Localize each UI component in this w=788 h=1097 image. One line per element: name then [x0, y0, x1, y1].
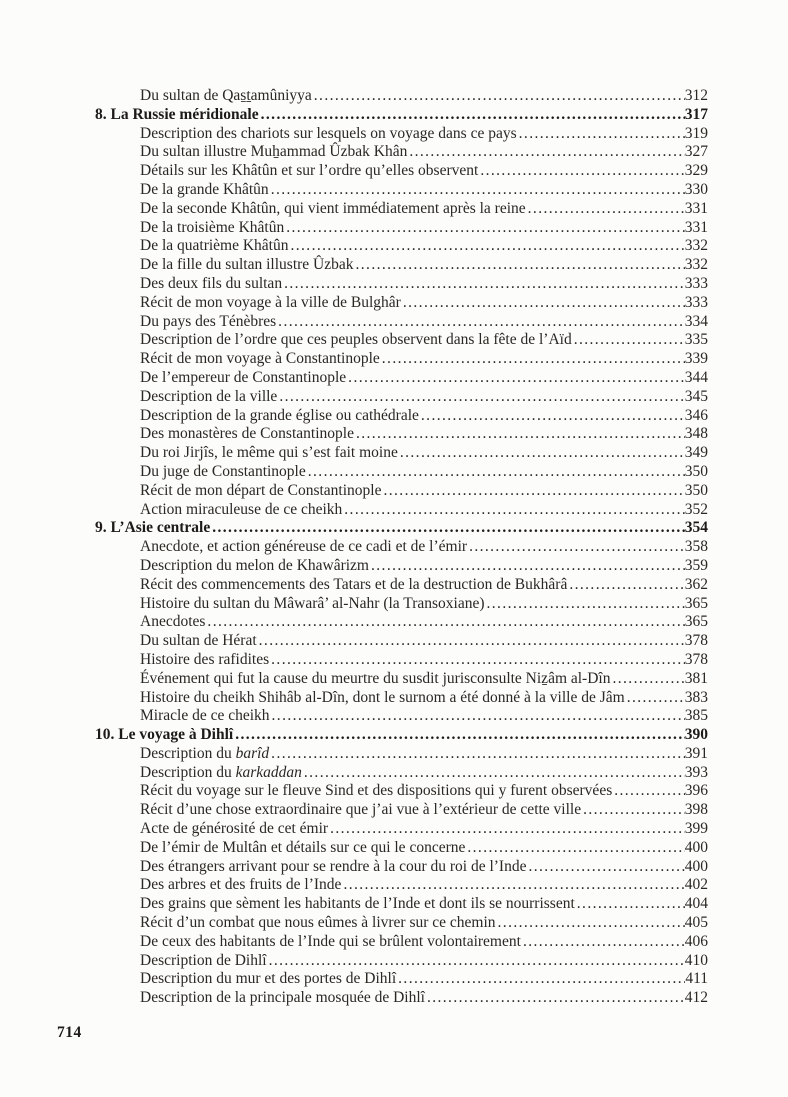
- toc-dot-leader: [467, 538, 685, 557]
- toc-entry-page: 391: [684, 744, 708, 762]
- toc-entry-label: [140, 858, 526, 877]
- toc-entry-label: [140, 407, 419, 426]
- toc-dot-leader: [478, 162, 684, 181]
- toc-entry-label: [95, 519, 210, 538]
- toc-entry-label: [140, 256, 354, 275]
- toc-dot-leader: [526, 858, 684, 877]
- toc-entry-italic-term: karkaddan: [235, 763, 302, 781]
- toc-entry-text: Récit d’une chose extraordinaire que j’ai vue à l’extérieur de cette ville: [140, 801, 582, 819]
- toc-sub-entry: [95, 876, 708, 895]
- toc-entry-page: 398: [684, 801, 708, 819]
- toc-entry-label: [140, 970, 396, 989]
- toc-dot-leader: [526, 200, 685, 219]
- toc-entry-text: De la fille du sultan illustre Ûzbak: [140, 256, 354, 274]
- toc-entry-text: Description de Dihlî: [140, 951, 267, 969]
- toc-entry-label: [140, 219, 284, 238]
- toc-entry-text: De la quatrième Khâtûn: [140, 237, 289, 255]
- toc-entry-page: 354: [684, 519, 708, 537]
- toc-entry-page: 406: [684, 932, 708, 950]
- toc-dot-leader: [269, 181, 685, 200]
- toc-entry-text: Récit du voyage sur le fleuve Sind et des dispositions qui y furent observées: [140, 782, 613, 800]
- toc-entry-page: 381: [684, 669, 708, 687]
- toc-entry-page: 332: [684, 237, 708, 255]
- toc-dot-leader: [210, 519, 685, 538]
- toc-entry-page: 399: [684, 820, 708, 838]
- toc-entry-label: [140, 313, 276, 332]
- toc-sub-entry: [95, 914, 708, 933]
- toc-chapter-entry: [95, 106, 708, 125]
- toc-entry-text: Récit d’un combat que nous eûmes à livrer sur ce chemin: [140, 914, 496, 932]
- toc-entry-label: [140, 331, 572, 350]
- toc-dot-leader: [233, 726, 685, 745]
- toc-entry-label: [140, 670, 610, 689]
- toc-entry-page: 390: [684, 726, 708, 744]
- toc-entry-text: De ceux des habitants de l’Inde qui se brûlent volontairement: [140, 932, 521, 950]
- toc-entry-text: Description du mur et des portes de Dihlî: [140, 970, 397, 988]
- toc-dot-leader: [425, 989, 685, 1008]
- toc-dot-leader: [625, 689, 685, 708]
- toc-entry-label: [140, 350, 380, 369]
- toc-dot-leader: [354, 425, 685, 444]
- toc-dot-leader: [381, 482, 684, 501]
- toc-entry-label: [140, 952, 267, 971]
- toc-dot-leader: [575, 895, 685, 914]
- toc-entry-text: Description du melon de Khawârizm: [140, 556, 369, 574]
- toc-sub-entry: [95, 801, 708, 820]
- toc-sub-entry: [95, 294, 708, 313]
- toc-entry-text: Du sultan de Hérat: [140, 632, 257, 650]
- toc-entry-label: [140, 933, 521, 952]
- toc-entry-text: De l’émir de Multân et détails sur ce qui le concerne: [140, 838, 466, 856]
- toc-entry-label: [140, 839, 465, 858]
- toc-entry-page: 312: [684, 87, 708, 104]
- toc-entry-page: 378: [684, 632, 708, 650]
- toc-dot-leader: [312, 87, 685, 106]
- toc-dot-leader: [270, 707, 685, 726]
- toc-entry-page: 344: [684, 368, 708, 386]
- toc-entry-label: [140, 200, 526, 219]
- footer-page-number: 714: [57, 1024, 82, 1041]
- toc-entry-text: Du pays des Ténèbres: [140, 312, 277, 330]
- toc-entry-label: [140, 689, 625, 708]
- toc-entry-page: 359: [684, 556, 708, 574]
- toc-entry-label: [140, 162, 478, 181]
- toc-sub-entry: [95, 820, 708, 839]
- toc-sub-entry: [95, 482, 708, 501]
- toc-dot-leader: [302, 764, 685, 783]
- toc-entry-text: Des deux fils du sultan: [140, 274, 283, 292]
- toc-entry-page: 333: [684, 293, 708, 311]
- toc-entry-label: [95, 726, 233, 745]
- toc-entry-page: 378: [684, 650, 708, 668]
- toc-entry-page: 362: [684, 575, 708, 593]
- toc-dot-leader: [288, 237, 684, 256]
- toc-sub-entry: [95, 87, 708, 106]
- toc-dot-leader: [407, 143, 684, 162]
- toc-dot-leader: [369, 557, 685, 576]
- toc-entry-label: [140, 651, 269, 670]
- toc-entry-page: 350: [684, 462, 708, 480]
- toc-entry-page: 333: [684, 274, 708, 292]
- toc-entry-label: [140, 501, 342, 520]
- toc-entry-text: De la grande Khâtûn: [140, 180, 269, 198]
- toc-entry-label: [140, 613, 205, 632]
- toc-entry-text: Anecdotes: [140, 613, 206, 631]
- toc-entry-label: [140, 576, 567, 595]
- toc-dot-leader: [269, 651, 685, 670]
- toc-sub-entry: [95, 162, 708, 181]
- toc-entry-text: Anecdote, et action généreuse de ce cadi et de l’émir: [140, 538, 468, 556]
- toc-entry-text: Des grains que sèment les habitants de l’Inde et dont ils se nourrissent: [140, 895, 575, 913]
- toc-sub-entry: [95, 651, 708, 670]
- toc-entry-page: 329: [684, 162, 708, 180]
- toc-sub-entry: [95, 782, 708, 801]
- toc-dot-leader: [306, 463, 685, 482]
- toc-entry-text: Du sultan illustre Muẖammad Ûzbak Khân: [140, 143, 408, 161]
- toc-list: [95, 87, 708, 1008]
- toc-entry-label: [140, 745, 269, 764]
- toc-entry-label: [140, 820, 328, 839]
- toc-dot-leader: [328, 820, 685, 839]
- toc-entry-text: Description de la ville: [140, 387, 278, 405]
- toc-entry-page: 348: [684, 425, 708, 443]
- toc-entry-text: Miracle de ce cheikh: [140, 707, 270, 725]
- toc-entry-text: 9. L’Asie centrale: [95, 519, 211, 537]
- toc-entry-page: 400: [684, 857, 708, 875]
- toc-entry-label: [140, 707, 270, 726]
- toc-sub-entry: [95, 219, 708, 238]
- toc-dot-leader: [341, 876, 684, 895]
- toc-sub-entry: [95, 256, 708, 275]
- toc-entry-label: [140, 444, 398, 463]
- toc-entry-text: Acte de générosité de cet émir: [140, 820, 329, 838]
- toc-entry-page: 402: [684, 876, 708, 894]
- toc-entry-text: Description des chariots sur lesquels on voyage dans ce pays: [140, 124, 517, 142]
- toc-entry-page: 411: [685, 970, 708, 988]
- toc-entry-text: Description de la grande église ou cathédrale: [140, 406, 419, 424]
- toc-dot-leader: [269, 745, 685, 764]
- toc-entry-label: [140, 143, 407, 162]
- toc-entry-text: Description de la principale mosquée de Dihlî: [140, 989, 425, 1007]
- toc-dot-leader: [581, 801, 685, 820]
- toc-dot-leader: [267, 952, 685, 971]
- toc-entry-text: Action miraculeuse de ce cheikh: [140, 500, 343, 518]
- toc-sub-entry: [95, 970, 708, 989]
- toc-entry-text: Des étrangers arrivant pour se rendre à la cour du roi de l’Inde: [140, 857, 527, 875]
- toc-entry-label: [140, 632, 257, 651]
- toc-entry-text: Description de l’ordre que ces peuples observent dans la fête de l’Aïd: [140, 331, 572, 349]
- toc-entry-italic-term: barîd: [235, 744, 270, 762]
- toc-dot-leader: [610, 670, 684, 689]
- toc-entry-page: 335: [684, 331, 708, 349]
- toc-entry-label: [140, 482, 381, 501]
- toc-sub-entry: [95, 143, 708, 162]
- toc-entry-page: 352: [684, 500, 708, 518]
- toc-entry-page: 339: [684, 350, 708, 368]
- toc-entry-page: 400: [684, 838, 708, 856]
- toc-sub-entry: [95, 933, 708, 952]
- toc-entry-text: Récit de mon voyage à la ville de Bulghâr: [140, 293, 401, 311]
- toc-sub-entry: [95, 463, 708, 482]
- toc-dot-leader: [284, 219, 685, 238]
- toc-sub-entry: [95, 595, 708, 614]
- toc-sub-entry: [95, 858, 708, 877]
- toc-dot-leader: [205, 613, 684, 632]
- toc-sub-entry: [95, 989, 708, 1008]
- toc-sub-entry: [95, 200, 708, 219]
- toc-entry-page: 317: [684, 105, 708, 123]
- toc-entry-page: 332: [684, 256, 708, 274]
- toc-entry-label: [140, 538, 467, 557]
- toc-dot-leader: [521, 933, 685, 952]
- toc-sub-entry: [95, 350, 708, 369]
- toc-entry-text: 10. Le voyage à Dihlî: [95, 726, 234, 744]
- toc-sub-entry: [95, 689, 708, 708]
- toc-dot-leader: [342, 501, 684, 520]
- toc-entry-page: 404: [684, 895, 708, 913]
- toc-entry-page: 319: [684, 124, 708, 142]
- toc-dot-leader: [398, 444, 685, 463]
- toc-entry-text: Description du: [140, 763, 236, 781]
- toc-entry-label: [140, 388, 277, 407]
- toc-entry-text: Histoire du cheikh Shihâb al-Dîn, dont le surnom a été donné à la ville de Jâm: [140, 688, 625, 706]
- toc-dot-leader: [380, 350, 685, 369]
- toc-entry-text: De la troisième Khâtûn: [140, 218, 285, 236]
- toc-entry-text: Histoire des rafidites: [140, 650, 270, 668]
- toc-entry-page: 345: [684, 387, 708, 405]
- toc-entry-page: 393: [684, 763, 708, 781]
- toc-sub-entry: [95, 632, 708, 651]
- toc-entry-page: 349: [684, 444, 708, 462]
- toc-entry-label: [140, 463, 306, 482]
- toc-sub-entry: [95, 425, 708, 444]
- toc-dot-leader: [401, 294, 685, 313]
- toc-sub-entry: [95, 707, 708, 726]
- toc-dot-leader: [396, 970, 685, 989]
- toc-entry-page: 405: [684, 914, 708, 932]
- toc-sub-entry: [95, 369, 708, 388]
- toc-entry-text: Description du: [140, 744, 236, 762]
- toc-entry-page: 334: [684, 312, 708, 330]
- toc-entry-label: [140, 125, 517, 144]
- toc-dot-leader: [567, 576, 684, 595]
- toc-dot-leader: [346, 369, 685, 388]
- toc-sub-entry: [95, 745, 708, 764]
- toc-entry-page: 346: [684, 406, 708, 424]
- toc-entry-page: 385: [684, 707, 708, 725]
- toc-entry-page: 331: [684, 199, 708, 217]
- toc-sub-entry: [95, 839, 708, 858]
- toc-entry-label: [140, 782, 612, 801]
- toc-entry-text: Récit des commencements des Tatars et de la destruction de Bukhârâ: [140, 575, 568, 593]
- toc-entry-page: 383: [684, 688, 708, 706]
- toc-entry-label: [140, 764, 302, 783]
- toc-dot-leader: [257, 632, 685, 651]
- toc-entry-page: 365: [684, 594, 708, 612]
- toc-entry-page: 396: [684, 782, 708, 800]
- toc-sub-entry: [95, 444, 708, 463]
- toc-entry-text: Du sultan de Qas̱ṯamûniyya: [140, 87, 312, 104]
- toc-entry-page: 410: [684, 951, 708, 969]
- toc-entry-page: 330: [684, 180, 708, 198]
- toc-dot-leader: [259, 106, 685, 125]
- toc-entry-text: Récit de mon départ de Constantinople: [140, 481, 382, 499]
- toc-entry-label: [140, 237, 288, 256]
- toc-entry-label: [140, 876, 341, 895]
- toc-entry-text: 8. La Russie méridionale: [95, 105, 259, 123]
- toc-dot-leader: [496, 914, 685, 933]
- toc-chapter-entry: [95, 519, 708, 538]
- toc-dot-leader: [419, 407, 685, 426]
- toc-entry-page: 350: [684, 481, 708, 499]
- toc-entry-label: [140, 425, 354, 444]
- toc-entry-text: Du roi Jirjîs, le même qui s’est fait moine: [140, 444, 398, 462]
- toc-chapter-entry: [95, 726, 708, 745]
- toc-entry-label: [140, 801, 581, 820]
- toc-sub-entry: [95, 275, 708, 294]
- toc-entry-label: [140, 87, 312, 106]
- toc-entry-label: [140, 595, 485, 614]
- toc-entry-page: 331: [684, 218, 708, 236]
- toc-dot-leader: [354, 256, 685, 275]
- toc-dot-leader: [277, 388, 684, 407]
- toc-entry-label: [140, 294, 401, 313]
- toc-entry-text: Événement qui fut la cause du meurtre du susdit jurisconsulte Niẕâm al-Dîn: [140, 669, 611, 687]
- toc-sub-entry: [95, 670, 708, 689]
- toc-dot-leader: [276, 313, 685, 332]
- toc-entry-label: [140, 989, 425, 1008]
- toc-entry-label: [140, 181, 269, 200]
- toc-sub-entry: [95, 613, 708, 632]
- toc-dot-leader: [612, 782, 685, 801]
- toc-entry-label: [140, 275, 282, 294]
- toc-entry-text: Du juge de Constantinople: [140, 462, 306, 480]
- toc-sub-entry: [95, 313, 708, 332]
- toc-sub-entry: [95, 237, 708, 256]
- toc-dot-leader: [465, 839, 684, 858]
- toc-entry-label: [95, 106, 259, 125]
- toc-dot-leader: [517, 125, 685, 144]
- toc-dot-leader: [485, 595, 685, 614]
- toc-entry-page: 365: [684, 613, 708, 631]
- toc-dot-leader: [282, 275, 685, 294]
- toc-sub-entry: [95, 557, 708, 576]
- toc-entry-text: De la seconde Khâtûn, qui vient immédiatement après la reine: [140, 199, 526, 217]
- toc-sub-entry: [95, 952, 708, 971]
- toc-entry-page: 327: [684, 143, 708, 161]
- toc-sub-entry: [95, 181, 708, 200]
- toc-sub-entry: [95, 331, 708, 350]
- toc-sub-entry: [95, 764, 708, 783]
- toc-entry-text: De l’empereur de Constantinople: [140, 368, 347, 386]
- toc-entry-text: Récit de mon voyage à Constantinople: [140, 350, 380, 368]
- toc-entry-label: [140, 914, 496, 933]
- toc-entry-text: Des monastères de Constantinople: [140, 425, 354, 443]
- toc-entry-label: [140, 895, 575, 914]
- toc-entry-label: [140, 369, 346, 388]
- toc-entry-text: Des arbres et des fruits de l’Inde: [140, 876, 342, 894]
- toc-sub-entry: [95, 895, 708, 914]
- toc-sub-entry: [95, 407, 708, 426]
- toc-sub-entry: [95, 125, 708, 144]
- toc-dot-leader: [572, 331, 685, 350]
- toc-entry-page: 412: [684, 989, 708, 1007]
- toc-sub-entry: [95, 576, 708, 595]
- toc-entry-label: [140, 557, 369, 576]
- toc-sub-entry: [95, 388, 708, 407]
- toc-entry-page: 358: [684, 538, 708, 556]
- toc-sub-entry: [95, 501, 708, 520]
- toc-entry-text: Histoire du sultan du Mâwarâ’ al-Nahr (la Transoxiane): [140, 594, 485, 612]
- toc-sub-entry: [95, 538, 708, 557]
- toc-entry-text: Détails sur les Khâtûn et sur l’ordre qu’elles observent: [140, 162, 479, 180]
